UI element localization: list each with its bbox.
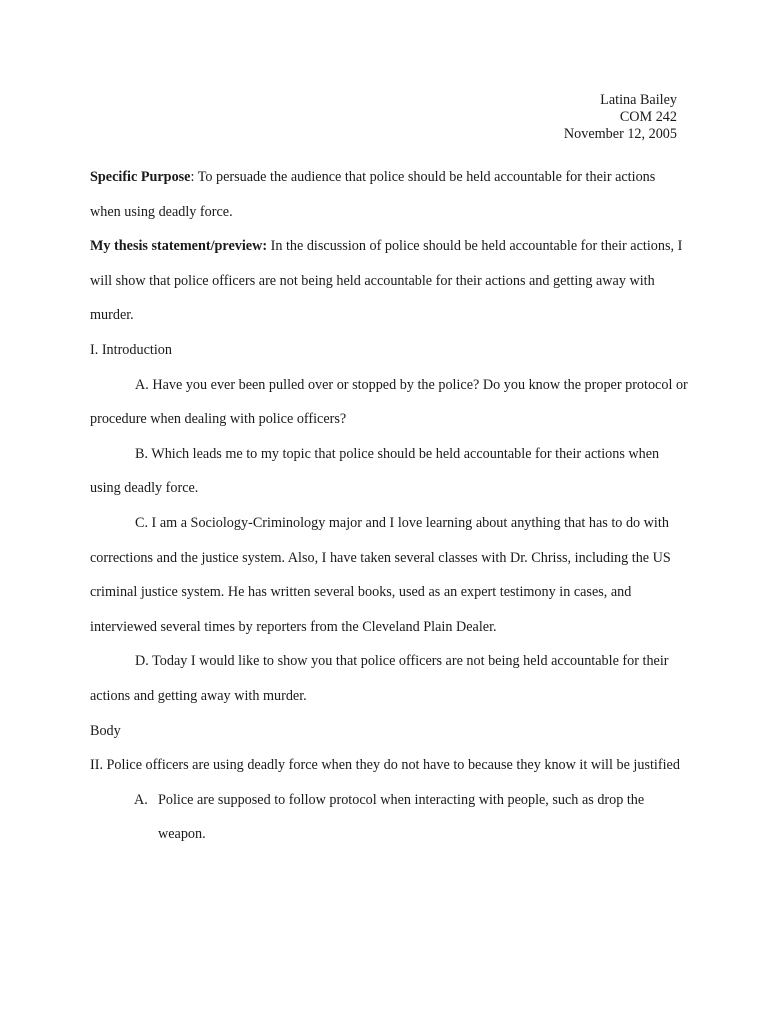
intro-point-a: A. Have you ever been pulled over or stopped by the police? Do you know the proper protocol or procedure when dealing with police officers? [90, 376, 688, 428]
thesis-label: My thesis statement/preview: [90, 238, 268, 255]
author-name: Latina Bailey [600, 92, 677, 108]
header-block [564, 92, 677, 143]
intro-point-c: C. I am a Sociology-Criminology major and I love learning about anything that has to do with corrections and the justice system. Also, I have taken several classes with Dr. Chriss, including the US criminal justice system. He has written several books, used as an expert testimony in cases, and interviewed several times by reporters from the Cleveland Plain Dealer. [90, 514, 671, 635]
subpoint-text: Police are supposed to follow protocol when interacting with people, such as drop the weapon. [158, 791, 645, 843]
course-code: COM 242 [619, 109, 677, 125]
thesis-statement [90, 229, 688, 333]
specific-purpose-label: Specific Purpose [90, 169, 191, 185]
intro-point-d: D. Today I would like to show you that police officers are not being held accountable for their actions and getting away with murder. [90, 653, 669, 704]
introduction-heading: I. Introduction [90, 341, 172, 358]
intro-point-b: B. Which leads me to my topic that police should be held accountable for their actions when using deadly force. [90, 445, 660, 497]
document-date: November 12, 2005 [563, 126, 677, 142]
body-subpoint-a [90, 783, 688, 852]
thesis-text: In the discussion of police should be held accountable for their actions, I will show that police officers are not being held accountable for their actions and getting away with murder. [90, 238, 683, 324]
body-heading: Body [90, 722, 121, 739]
specific-purpose-text: : To persuade the audience that police should be held accountable for their actions when using deadly force. [90, 169, 656, 220]
outline-body [90, 160, 688, 852]
specific-purpose [90, 160, 688, 229]
subpoint-marker: A. [134, 791, 148, 808]
body-point-2: II. Police officers are using deadly force when they do not have to because they know it will be justified [90, 757, 680, 774]
